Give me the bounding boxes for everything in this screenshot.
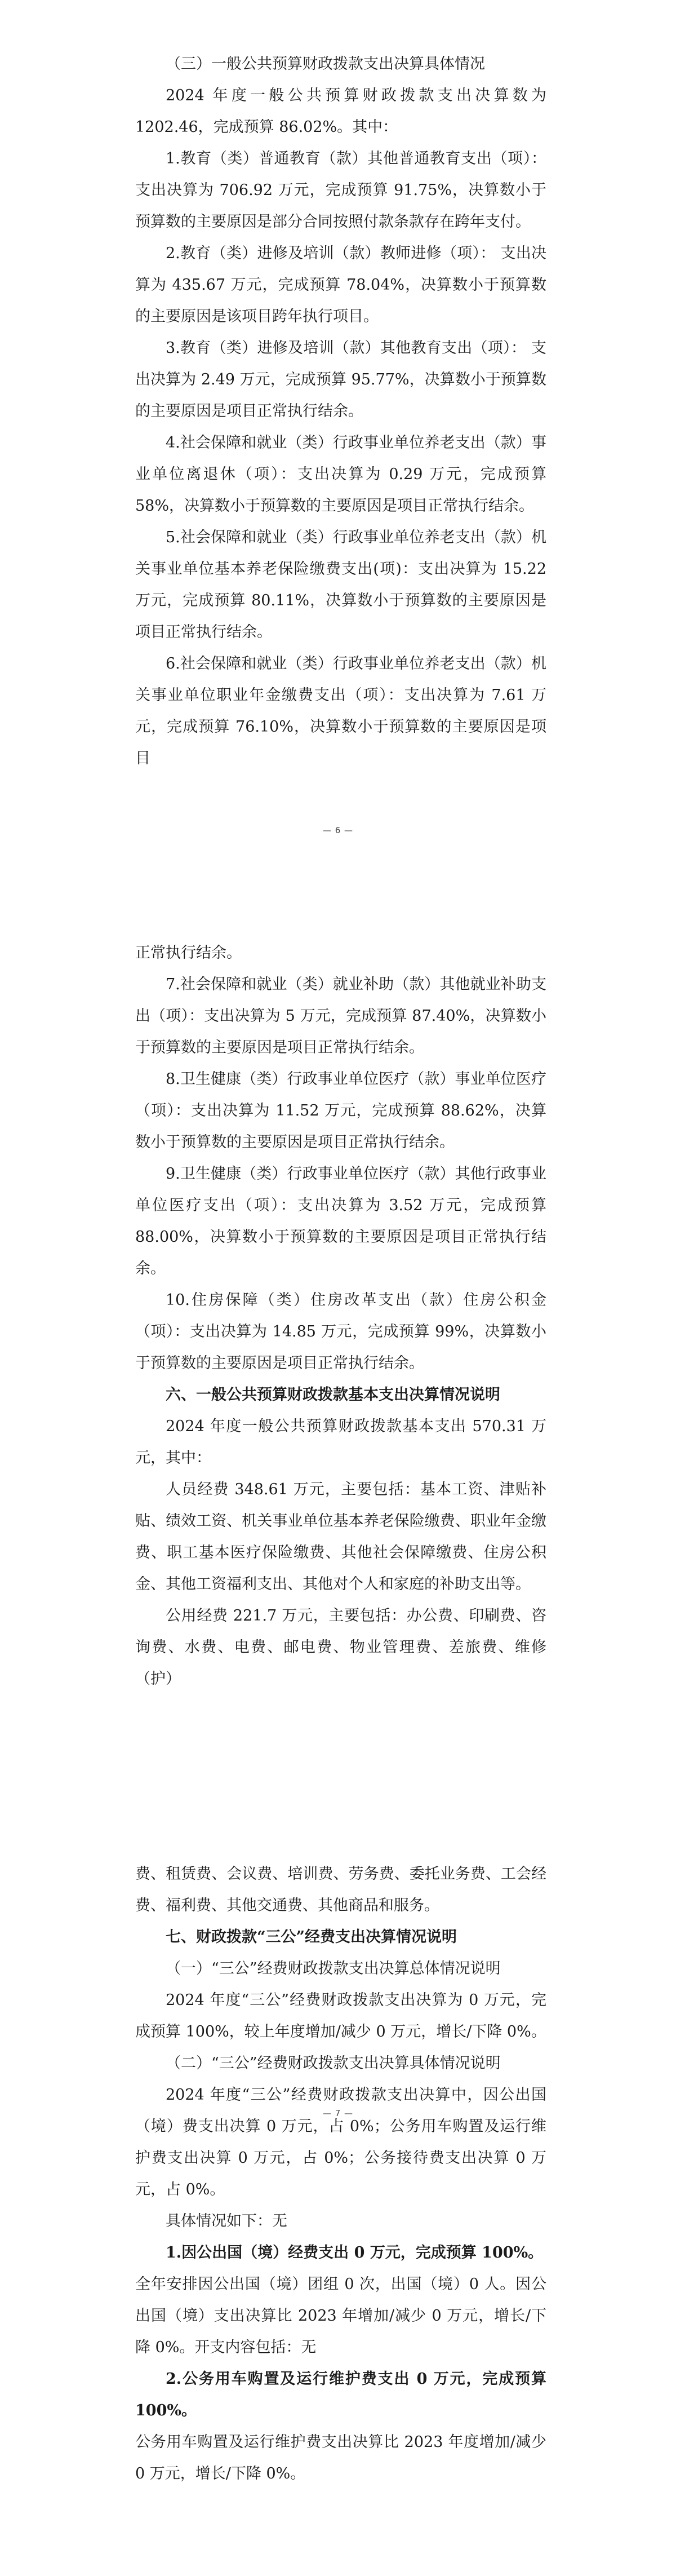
paragraph-specific: 2024 年度“三公”经费财政拨款支出决算中，因公出国（境）费支出决算 0 万元，占 0%；公务用车购置及运行维护费支出决算 0 万元，占 0%；公务接待费支出决算 0 万元，占 0%。 xyxy=(135,2086,546,2198)
item-6-occupational-annuity: 6.社会保障和就业（类）行政事业单位养老支出（款）机关事业单位职业年金缴费支出（项）：支出决算为 7.61 万元，完成预算 76.10%，决算数小于预算数的主要原因是项目 xyxy=(135,655,546,767)
heading-official-vehicles: 2.公务用车购置及运行维护费支出 0 万元，完成预算 100%。 xyxy=(135,2370,546,2419)
item-8-institution-medical: 8.卫生健康（类）行政事业单位医疗（款）事业单位医疗（项）：支出决算为 11.52 万元，完成预算 88.62%，决算数小于预算数的主要原因是项目正常执行结余。 xyxy=(135,1070,546,1151)
page-number: — 7 — xyxy=(322,2108,354,2118)
item-3-other-education: 3.教育（类）进修及培训（款）其他教育支出（项）： 支出决算为 2.49 万元，完成预算 95.77%，决算数小于预算数的主要原因是项目正常执行结余。 xyxy=(135,339,546,420)
section-heading-three: （三）一般公共预算财政拨款支出决算具体情况 xyxy=(166,55,485,73)
paragraph-personnel-expenses: 人员经费 348.61 万元，主要包括：基本工资、津贴补贴、绩效工资、机关事业单位基本养老保险缴费、职业年金缴费、职工基本医疗保险缴费、其他社会保障缴费、住房公积金、其他工资福利支出、其他对个人和家庭的补助支出等。 xyxy=(135,1481,546,1593)
heading-overseas-travel: 1.因公出国（境）经费支出 0 万元，完成预算 100%。 xyxy=(166,2244,544,2261)
page-number: — 6 — xyxy=(322,825,354,835)
paragraph-total-expenditure: 2024 年度一般公共预算财政拨款支出决算数为 1202.46，完成预算 86.02%。其中： xyxy=(135,87,546,136)
paragraph-public-expenses: 公用经费 221.7 万元，主要包括：办公费、印刷费、咨询费、水费、电费、邮电费、物业管理费、差旅费、维修（护） xyxy=(135,1607,546,1688)
item-1-general-education: 1.教育（类）普通教育（款）其他普通教育支出（项）：支出决算为 706.92 万元，完成预算 91.75%，决算数小于预算数的主要原因是部分合同按照付款条款存在跨年支付。 xyxy=(135,150,546,231)
paragraph-details: 具体情况如下：无 xyxy=(166,2212,287,2230)
paragraph-overall: 2024 年度“三公”经费财政拨款支出决算为 0 万元，完成预算 100%，较上年度增加/减少 0 万元，增长/下降 0%。 xyxy=(135,1991,546,2041)
page-8-body xyxy=(135,1858,546,2490)
item-5-pension-insurance: 5.社会保障和就业（类）行政事业单位养老支出（款）机关事业单位基本养老保险缴费支出(项)：支出决算为 15.22 万元，完成预算 80.11%，决算数小于预算数的主要原因是项目正常执行结余。 xyxy=(135,529,546,641)
paragraph-overseas-travel: 全年安排因公出国（境）团组 0 次，出国（境）0 人。因公出国（境）支出决算比 2023 年增加/减少 0 万元，增长/下降 0%。开支内容包括：无 xyxy=(135,2276,546,2356)
page-7-body xyxy=(135,937,546,1695)
page-6-body xyxy=(135,48,546,774)
section-heading-seven: 七、财政拨款“三公”经费支出决算情况说明 xyxy=(166,1928,457,1946)
paragraph-official-vehicles: 公务用车购置及运行维护费支出决算比 2023 年度增加/减少 0 万元，增长/下降 0%。 xyxy=(135,2433,546,2482)
item-9-other-medical: 9.卫生健康（类）行政事业单位医疗（款）其他行政事业单位医疗支出（项）：支出决算为 3.52 万元，完成预算 88.00%，决算数小于预算数的主要原因是项目正常执行结余。 xyxy=(135,1165,546,1277)
item-4-retirement: 4.社会保障和就业（类）行政事业单位养老支出（款）事业单位离退休（项）：支出决算为 0.29 万元，完成预算 58%，决算数小于预算数的主要原因是项目正常执行结余。 xyxy=(135,434,546,515)
subheading-overall: （一）“三公”经费财政拨款支出决算总体情况说明 xyxy=(166,1960,501,1977)
page-6 xyxy=(0,0,676,846)
paragraph-basic-expenditure: 2024 年度一般公共预算财政拨款基本支出 570.31 万元，其中： xyxy=(135,1418,546,1467)
item-2-teacher-training: 2.教育（类）进修及培训（款）教师进修（项）： 支出决算为 435.67 万元，完成预算 78.04%，决算数小于预算数的主要原因是该项目跨年执行项目。 xyxy=(135,245,546,325)
item-6-continued: 正常执行结余。 xyxy=(135,944,242,962)
section-heading-six: 六、一般公共预算财政拨款基本支出决算情况说明 xyxy=(166,1386,500,1404)
public-expenses-continued: 费、租赁费、会议费、培训费、劳务费、委托业务费、工会经费、福利费、其他交通费、其他商品和服务。 xyxy=(135,1865,546,1914)
item-10-housing-fund: 10.住房保障（类）住房改革支出（款）住房公积金（项）：支出决算为 14.85 万元，完成预算 99%，决算数小于预算数的主要原因是项目正常执行结余。 xyxy=(135,1291,546,1372)
item-7-employment-subsidy: 7.社会保障和就业（类）就业补助（款）其他就业补助支出（项）：支出决算为 5 万元，完成预算 87.40%，决算数小于预算数的主要原因是项目正常执行结余。 xyxy=(135,976,546,1056)
page-8 xyxy=(0,1840,676,2576)
subheading-specific: （二）“三公”经费财政拨款支出决算具体情况说明 xyxy=(166,2055,501,2072)
